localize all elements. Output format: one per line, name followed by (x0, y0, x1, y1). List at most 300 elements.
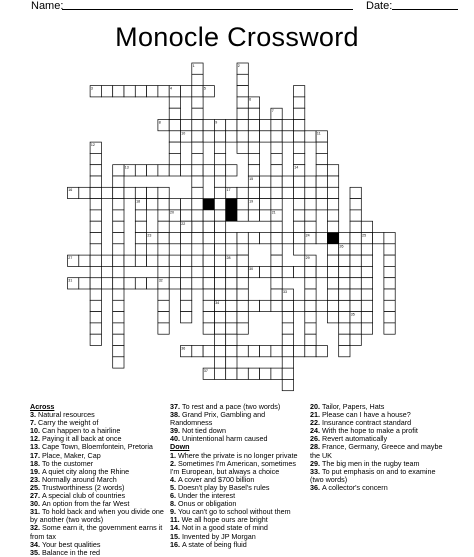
grid-cell[interactable] (294, 346, 305, 357)
grid-cell[interactable] (294, 153, 305, 164)
grid-cell[interactable] (226, 266, 237, 277)
grid-cell[interactable] (271, 153, 282, 164)
grid-cell[interactable] (294, 221, 305, 232)
grid-cell[interactable] (90, 153, 101, 164)
grid-cell[interactable] (90, 199, 101, 210)
grid-cell[interactable] (361, 312, 372, 323)
grid-cell[interactable] (90, 221, 101, 232)
grid-cell[interactable] (192, 74, 203, 85)
grid-cell[interactable] (192, 233, 203, 244)
grid-cell[interactable] (181, 210, 192, 221)
grid-cell[interactable] (113, 210, 124, 221)
grid-cell[interactable] (248, 108, 259, 119)
grid-cell[interactable] (260, 210, 271, 221)
grid-cell[interactable] (192, 86, 203, 97)
grid-cell[interactable] (101, 255, 112, 266)
grid-cell[interactable] (282, 334, 293, 345)
grid-cell[interactable] (271, 266, 282, 277)
grid-cell[interactable] (350, 266, 361, 277)
grid-cell[interactable] (237, 289, 248, 300)
grid-cell[interactable] (147, 278, 158, 289)
grid-cell[interactable] (192, 210, 203, 221)
grid-cell[interactable] (294, 120, 305, 131)
grid-cell[interactable] (305, 323, 316, 334)
grid-cell[interactable] (192, 153, 203, 164)
grid-cell[interactable] (260, 199, 271, 210)
grid-cell[interactable] (384, 233, 395, 244)
grid-cell[interactable] (327, 266, 338, 277)
grid-cell[interactable] (181, 300, 192, 311)
grid-cell[interactable] (214, 278, 225, 289)
grid-cell[interactable] (305, 131, 316, 142)
grid-cell[interactable] (260, 300, 271, 311)
grid-cell[interactable] (294, 187, 305, 198)
grid-cell[interactable] (181, 233, 192, 244)
grid-cell[interactable] (260, 368, 271, 379)
grid-cell[interactable] (226, 131, 237, 142)
grid-cell[interactable] (237, 108, 248, 119)
grid-cell[interactable] (237, 368, 248, 379)
grid-cell[interactable] (90, 176, 101, 187)
grid-cell[interactable] (384, 278, 395, 289)
grid-cell[interactable] (158, 210, 169, 221)
grid-cell[interactable] (113, 255, 124, 266)
grid-cell[interactable] (214, 142, 225, 153)
grid-cell[interactable] (113, 312, 124, 323)
grid-cell[interactable] (203, 221, 214, 232)
grid-cell[interactable] (214, 346, 225, 357)
grid-cell[interactable] (147, 199, 158, 210)
grid-cell[interactable] (147, 165, 158, 176)
grid-cell[interactable] (305, 199, 316, 210)
grid-cell[interactable] (226, 289, 237, 300)
grid-cell[interactable] (305, 187, 316, 198)
grid-cell[interactable] (260, 120, 271, 131)
grid-cell[interactable] (90, 289, 101, 300)
grid-cell[interactable] (248, 120, 259, 131)
grid-cell[interactable] (271, 165, 282, 176)
grid-cell[interactable] (305, 210, 316, 221)
grid-cell[interactable] (113, 334, 124, 345)
grid-cell[interactable] (147, 187, 158, 198)
grid-cell[interactable] (237, 323, 248, 334)
grid-cell[interactable] (113, 233, 124, 244)
grid-cell[interactable] (113, 357, 124, 368)
grid-cell[interactable] (113, 221, 124, 232)
grid-cell[interactable] (339, 300, 350, 311)
grid-cell[interactable] (226, 346, 237, 357)
grid-cell[interactable] (203, 210, 214, 221)
grid-cell[interactable] (203, 346, 214, 357)
grid-cell[interactable] (260, 266, 271, 277)
grid-cell[interactable] (214, 289, 225, 300)
grid-cell[interactable] (226, 312, 237, 323)
grid-cell[interactable] (350, 199, 361, 210)
grid-cell[interactable] (79, 187, 90, 198)
grid-cell[interactable] (248, 165, 259, 176)
grid-cell[interactable] (294, 176, 305, 187)
grid-cell[interactable] (135, 165, 146, 176)
grid-cell[interactable] (294, 199, 305, 210)
grid-cell[interactable] (327, 176, 338, 187)
grid-cell[interactable] (248, 210, 259, 221)
grid-cell[interactable] (339, 255, 350, 266)
grid-cell[interactable] (237, 74, 248, 85)
grid-cell[interactable] (271, 346, 282, 357)
grid-cell[interactable] (214, 131, 225, 142)
grid-cell[interactable] (113, 165, 124, 176)
grid-cell[interactable] (316, 187, 327, 198)
grid-cell[interactable] (282, 176, 293, 187)
grid-cell[interactable] (214, 323, 225, 334)
grid-cell[interactable] (214, 199, 225, 210)
grid-cell[interactable] (90, 323, 101, 334)
grid-cell[interactable] (169, 108, 180, 119)
grid-cell[interactable] (294, 244, 305, 255)
grid-cell[interactable] (113, 278, 124, 289)
grid-cell[interactable] (226, 334, 237, 345)
grid-cell[interactable] (169, 120, 180, 131)
grid-cell[interactable] (79, 255, 90, 266)
grid-cell[interactable] (124, 278, 135, 289)
grid-cell[interactable] (282, 300, 293, 311)
grid-cell[interactable] (327, 244, 338, 255)
grid-cell[interactable] (350, 210, 361, 221)
grid-cell[interactable] (158, 255, 169, 266)
grid-cell[interactable] (169, 165, 180, 176)
grid-cell[interactable] (350, 323, 361, 334)
grid-cell[interactable] (294, 86, 305, 97)
grid-cell[interactable] (350, 334, 361, 345)
grid-cell[interactable] (214, 312, 225, 323)
grid-cell[interactable] (282, 368, 293, 379)
grid-cell[interactable] (90, 233, 101, 244)
grid-cell[interactable] (271, 289, 282, 300)
grid-cell[interactable] (113, 346, 124, 357)
grid-cell[interactable] (305, 334, 316, 345)
grid-cell[interactable] (282, 233, 293, 244)
grid-cell[interactable] (384, 300, 395, 311)
grid-cell[interactable] (203, 120, 214, 131)
grid-cell[interactable] (181, 278, 192, 289)
grid-cell[interactable] (203, 289, 214, 300)
grid-cell[interactable] (260, 233, 271, 244)
grid-cell[interactable] (305, 346, 316, 357)
grid-cell[interactable] (237, 312, 248, 323)
grid-cell[interactable] (113, 86, 124, 97)
grid-cell[interactable] (327, 221, 338, 232)
grid-cell[interactable] (135, 244, 146, 255)
grid-cell[interactable] (192, 278, 203, 289)
grid-cell[interactable] (214, 221, 225, 232)
grid-cell[interactable] (90, 165, 101, 176)
grid-cell[interactable] (361, 300, 372, 311)
grid-cell[interactable] (214, 153, 225, 164)
grid-cell[interactable] (135, 210, 146, 221)
grid-cell[interactable] (90, 334, 101, 345)
grid-cell[interactable] (181, 255, 192, 266)
grid-cell[interactable] (384, 255, 395, 266)
grid-cell[interactable] (214, 255, 225, 266)
grid-cell[interactable] (350, 233, 361, 244)
grid-cell[interactable] (248, 346, 259, 357)
grid-cell[interactable] (282, 187, 293, 198)
grid-cell[interactable] (248, 300, 259, 311)
grid-cell[interactable] (90, 312, 101, 323)
grid-cell[interactable] (361, 278, 372, 289)
grid-cell[interactable] (350, 255, 361, 266)
grid-cell[interactable] (214, 334, 225, 345)
grid-cell[interactable] (158, 221, 169, 232)
grid-cell[interactable] (181, 266, 192, 277)
grid-cell[interactable] (90, 266, 101, 277)
grid-cell[interactable] (158, 289, 169, 300)
grid-cell[interactable] (282, 120, 293, 131)
grid-cell[interactable] (124, 255, 135, 266)
grid-cell[interactable] (305, 176, 316, 187)
grid-cell[interactable] (316, 153, 327, 164)
grid-cell[interactable] (90, 278, 101, 289)
grid-cell[interactable] (113, 300, 124, 311)
grid-cell[interactable] (169, 278, 180, 289)
grid-cell[interactable] (101, 86, 112, 97)
grid-cell[interactable] (169, 255, 180, 266)
grid-cell[interactable] (305, 300, 316, 311)
grid-cell[interactable] (135, 255, 146, 266)
grid-cell[interactable] (260, 346, 271, 357)
grid-cell[interactable] (90, 300, 101, 311)
grid-cell[interactable] (327, 289, 338, 300)
grid-cell[interactable] (271, 233, 282, 244)
grid-cell[interactable] (192, 97, 203, 108)
grid-cell[interactable] (181, 289, 192, 300)
grid-cell[interactable] (90, 210, 101, 221)
grid-cell[interactable] (327, 199, 338, 210)
grid-cell[interactable] (282, 357, 293, 368)
grid-cell[interactable] (135, 187, 146, 198)
grid-cell[interactable] (237, 120, 248, 131)
grid-cell[interactable] (226, 278, 237, 289)
grid-cell[interactable] (316, 176, 327, 187)
grid-cell[interactable] (135, 221, 146, 232)
grid-cell[interactable] (226, 323, 237, 334)
grid-cell[interactable] (113, 266, 124, 277)
grid-cell[interactable] (192, 165, 203, 176)
grid-cell[interactable] (203, 278, 214, 289)
grid-cell[interactable] (305, 289, 316, 300)
grid-cell[interactable] (350, 278, 361, 289)
grid-cell[interactable] (181, 165, 192, 176)
grid-cell[interactable] (135, 86, 146, 97)
grid-cell[interactable] (361, 266, 372, 277)
grid-cell[interactable] (350, 244, 361, 255)
grid-cell[interactable] (214, 368, 225, 379)
grid-cell[interactable] (237, 187, 248, 198)
grid-cell[interactable] (113, 176, 124, 187)
grid-cell[interactable] (327, 312, 338, 323)
grid-cell[interactable] (248, 142, 259, 153)
grid-cell[interactable] (384, 289, 395, 300)
grid-cell[interactable] (203, 244, 214, 255)
grid-cell[interactable] (181, 312, 192, 323)
grid-cell[interactable] (316, 266, 327, 277)
grid-cell[interactable] (113, 199, 124, 210)
grid-cell[interactable] (294, 131, 305, 142)
grid-cell[interactable] (192, 221, 203, 232)
grid-cell[interactable] (226, 300, 237, 311)
grid-cell[interactable] (192, 120, 203, 131)
grid-cell[interactable] (203, 233, 214, 244)
grid-cell[interactable] (237, 131, 248, 142)
grid-cell[interactable] (158, 312, 169, 323)
grid-cell[interactable] (147, 86, 158, 97)
grid-cell[interactable] (135, 233, 146, 244)
grid-cell[interactable] (260, 176, 271, 187)
grid-cell[interactable] (147, 255, 158, 266)
grid-cell[interactable] (384, 266, 395, 277)
grid-cell[interactable] (237, 255, 248, 266)
grid-cell[interactable] (192, 131, 203, 142)
grid-cell[interactable] (158, 244, 169, 255)
grid-cell[interactable] (226, 357, 237, 368)
grid-cell[interactable] (271, 368, 282, 379)
grid-cell[interactable] (124, 187, 135, 198)
grid-cell[interactable] (203, 255, 214, 266)
grid-cell[interactable] (90, 187, 101, 198)
grid-cell[interactable] (271, 300, 282, 311)
grid-cell[interactable] (101, 278, 112, 289)
grid-cell[interactable] (214, 357, 225, 368)
grid-cell[interactable] (90, 244, 101, 255)
grid-cell[interactable] (214, 266, 225, 277)
grid-cell[interactable] (192, 176, 203, 187)
grid-cell[interactable] (237, 346, 248, 357)
grid-cell[interactable] (192, 108, 203, 119)
grid-cell[interactable] (192, 187, 203, 198)
grid-cell[interactable] (181, 86, 192, 97)
grid-cell[interactable] (305, 312, 316, 323)
grid-cell[interactable] (158, 233, 169, 244)
grid-cell[interactable] (226, 233, 237, 244)
grid-cell[interactable] (294, 142, 305, 153)
grid-cell[interactable] (316, 300, 327, 311)
grid-cell[interactable] (169, 97, 180, 108)
grid-cell[interactable] (282, 266, 293, 277)
grid-cell[interactable] (260, 131, 271, 142)
grid-cell[interactable] (339, 312, 350, 323)
grid-cell[interactable] (271, 244, 282, 255)
grid-cell[interactable] (271, 255, 282, 266)
grid-cell[interactable] (316, 142, 327, 153)
grid-cell[interactable] (282, 346, 293, 357)
grid-cell[interactable] (361, 323, 372, 334)
grid-cell[interactable] (384, 244, 395, 255)
grid-cell[interactable] (192, 255, 203, 266)
grid-cell[interactable] (282, 131, 293, 142)
grid-cell[interactable] (339, 334, 350, 345)
grid-cell[interactable] (282, 312, 293, 323)
grid-cell[interactable] (271, 131, 282, 142)
grid-cell[interactable] (203, 312, 214, 323)
grid-cell[interactable] (214, 187, 225, 198)
grid-cell[interactable] (271, 142, 282, 153)
grid-cell[interactable] (203, 131, 214, 142)
grid-cell[interactable] (181, 244, 192, 255)
grid-cell[interactable] (124, 86, 135, 97)
grid-cell[interactable] (237, 97, 248, 108)
grid-cell[interactable] (181, 199, 192, 210)
grid-cell[interactable] (327, 300, 338, 311)
grid-cell[interactable] (361, 244, 372, 255)
grid-cell[interactable] (237, 233, 248, 244)
grid-cell[interactable] (203, 323, 214, 334)
grid-cell[interactable] (226, 368, 237, 379)
grid-cell[interactable] (350, 289, 361, 300)
grid-cell[interactable] (158, 323, 169, 334)
grid-cell[interactable] (361, 289, 372, 300)
grid-cell[interactable] (90, 255, 101, 266)
grid-cell[interactable] (282, 323, 293, 334)
grid-cell[interactable] (237, 300, 248, 311)
grid-cell[interactable] (316, 199, 327, 210)
grid-cell[interactable] (214, 176, 225, 187)
grid-cell[interactable] (214, 165, 225, 176)
grid-cell[interactable] (226, 120, 237, 131)
grid-cell[interactable] (192, 346, 203, 357)
grid-cell[interactable] (384, 312, 395, 323)
grid-cell[interactable] (203, 165, 214, 176)
grid-cell[interactable] (158, 187, 169, 198)
grid-cell[interactable] (248, 233, 259, 244)
grid-cell[interactable] (316, 165, 327, 176)
grid-cell[interactable] (158, 300, 169, 311)
grid-cell[interactable] (350, 221, 361, 232)
grid-cell[interactable] (214, 233, 225, 244)
grid-cell[interactable] (305, 221, 316, 232)
grid-cell[interactable] (248, 368, 259, 379)
grid-cell[interactable] (339, 266, 350, 277)
grid-cell[interactable] (79, 278, 90, 289)
grid-cell[interactable] (350, 300, 361, 311)
grid-cell[interactable] (158, 86, 169, 97)
grid-cell[interactable] (294, 108, 305, 119)
grid-cell[interactable] (361, 255, 372, 266)
grid-cell[interactable] (237, 142, 248, 153)
grid-cell[interactable] (327, 255, 338, 266)
grid-cell[interactable] (237, 244, 248, 255)
grid-cell[interactable] (113, 289, 124, 300)
grid-cell[interactable] (113, 323, 124, 334)
grid-cell[interactable] (294, 233, 305, 244)
grid-cell[interactable] (248, 153, 259, 164)
grid-cell[interactable] (203, 300, 214, 311)
grid-cell[interactable] (294, 97, 305, 108)
grid-cell[interactable] (135, 278, 146, 289)
grid-cell[interactable] (294, 300, 305, 311)
grid-cell[interactable] (294, 210, 305, 221)
grid-cell[interactable] (271, 187, 282, 198)
grid-cell[interactable] (169, 153, 180, 164)
grid-cell[interactable] (260, 187, 271, 198)
grid-cell[interactable] (350, 187, 361, 198)
grid-cell[interactable] (305, 278, 316, 289)
grid-cell[interactable] (113, 187, 124, 198)
grid-cell[interactable] (339, 278, 350, 289)
grid-cell[interactable] (316, 233, 327, 244)
grid-cell[interactable] (113, 244, 124, 255)
grid-cell[interactable] (237, 210, 248, 221)
grid-cell[interactable] (271, 221, 282, 232)
